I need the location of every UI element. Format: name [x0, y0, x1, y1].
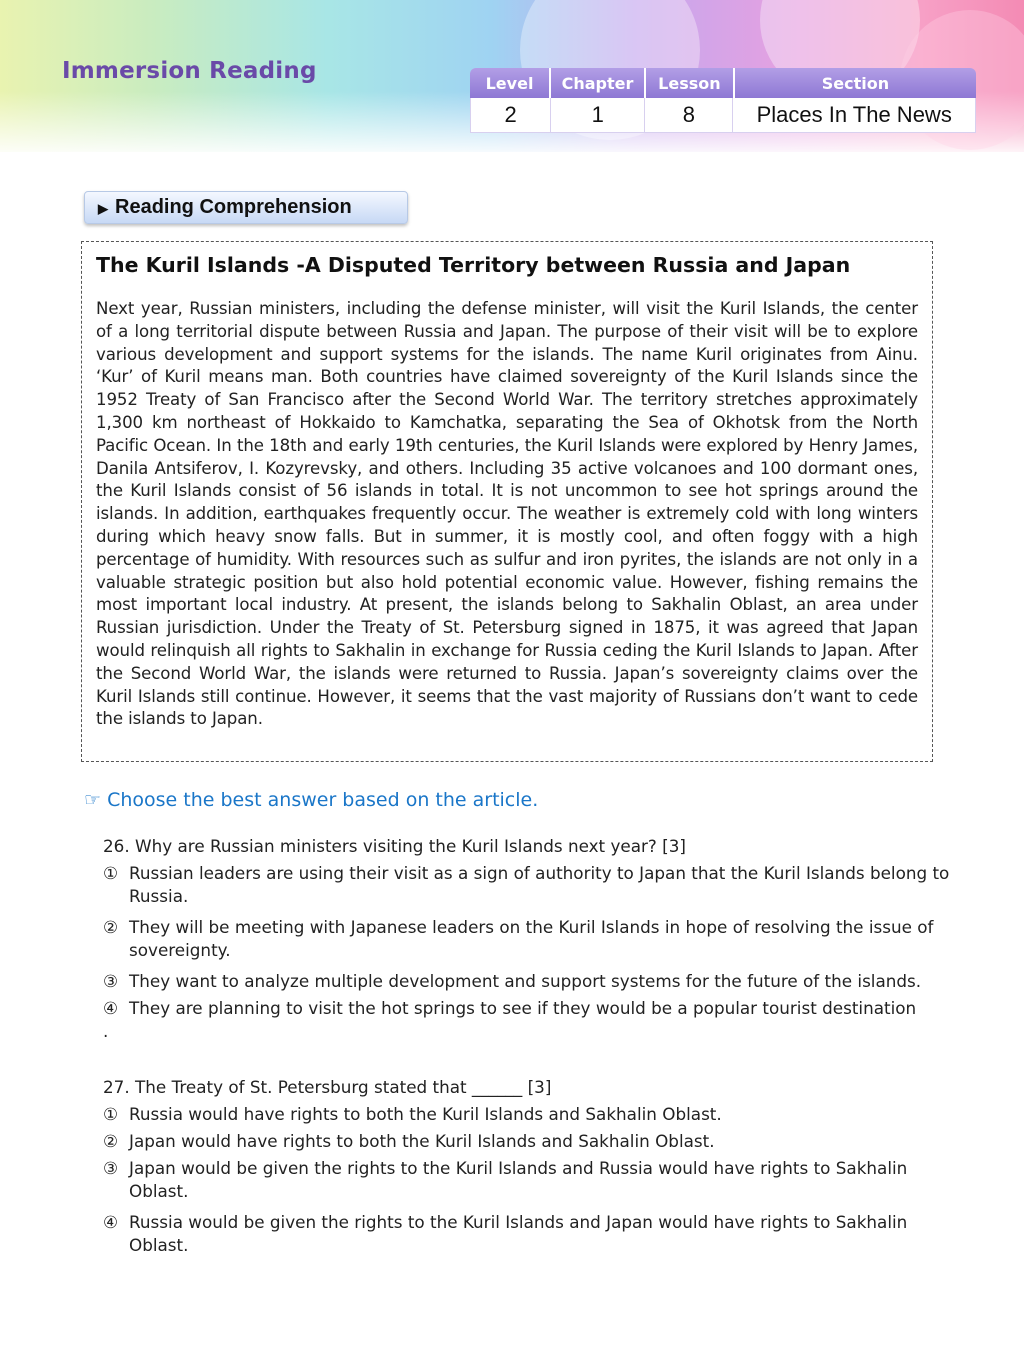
option-text: Russian leaders are using their visit as a sign of authority to Japan that the Kuril Islands belong to Russia. — [129, 863, 950, 906]
brand-title: Immersion Reading — [62, 58, 317, 84]
question-27 — [103, 1076, 953, 1257]
option-number: ① — [103, 1104, 119, 1124]
reading-comprehension-label: Reading Comprehension — [115, 196, 352, 218]
answer-option-2[interactable] — [103, 1130, 953, 1153]
option-text: They want to analyze multiple development and support systems for the future of the islands. — [129, 971, 922, 991]
trailing-period: . — [103, 1021, 109, 1041]
lesson-label: Lesson — [646, 68, 735, 98]
section-label: Section — [821, 73, 890, 93]
instruction-text: Choose the best answer based on the article. — [107, 789, 539, 811]
answer-option-4[interactable] — [103, 997, 953, 1020]
article-title: The Kuril Islands -A Disputed Territory between Russia and Japan — [96, 253, 851, 277]
option-text: Russia would have rights to both the Kuril Islands and Sakhalin Oblast. — [129, 1104, 722, 1124]
answer-option-3[interactable] — [103, 970, 953, 993]
option-number: ④ — [103, 1212, 119, 1232]
breadcrumb-value-row — [470, 98, 976, 133]
question-26 — [103, 835, 953, 1043]
instruction — [84, 789, 538, 811]
option-number: ③ — [103, 971, 119, 991]
answer-option-1[interactable] — [103, 1103, 953, 1126]
answer-option-2[interactable] — [103, 916, 953, 962]
option-number: ② — [103, 1131, 119, 1151]
lesson-breadcrumb — [470, 68, 976, 134]
option-text: Russia would be given the rights to the Kuril Islands and Japan would have rights to Sakhalin Oblast. — [129, 1212, 908, 1255]
option-text: Japan would be given the rights to the Kuril Islands and Russia would have rights to Sakhalin Oblast. — [129, 1158, 908, 1201]
option-text: They are planning to visit the hot springs to see if they would be a popular tourist destination — [129, 998, 917, 1018]
chapter-label: Chapter — [551, 68, 646, 98]
chapter-value: 1 — [551, 98, 645, 132]
breadcrumb-header-row — [470, 68, 976, 98]
lesson-value: 8 — [645, 98, 733, 132]
triangle-right-icon: ▶ — [98, 201, 108, 216]
option-number: ① — [103, 863, 119, 883]
reading-comprehension-tab[interactable] — [84, 191, 408, 224]
answer-option-4[interactable] — [103, 1211, 953, 1257]
option-number: ② — [103, 917, 119, 937]
pointing-hand-icon: ☞ — [84, 789, 102, 811]
option-number: ③ — [103, 1158, 119, 1178]
option-number: ④ — [103, 998, 119, 1018]
answer-option-1[interactable] — [103, 862, 953, 908]
level-label: Level — [470, 68, 551, 98]
option-text: They will be meeting with Japanese leaders on the Kuril Islands in hope of resolving the issue of sovereignty. — [129, 917, 934, 960]
level-value: 2 — [471, 98, 551, 132]
question-prompt: 27. The Treaty of St. Petersburg stated that ______ [3] — [103, 1077, 552, 1097]
header-banner — [0, 0, 1024, 152]
article-box — [81, 241, 933, 762]
option-text: Japan would have rights to both the Kuril Islands and Sakhalin Oblast. — [129, 1131, 715, 1151]
article-body: Next year, Russian ministers, including the defense minister, will visit the Kuril Islands, the center of a long territorial dispute between Russia and Japan. The purpose of their visit will be to explore various development and support systems for the islands. The name Kuril originates from Ainu. ‘Kur’ of Kuril means man. Both countries have claimed sovereignty of the Kuril Islands since the 1952 Treaty of San Francisco after the Second World War. The territory stretches approximately 1,300 km northeast of Hokkaido to Kamchatka, separating the Sea of Okhotsk from the North Pacific Ocean. In the 18th and early 19th centuries, the Kuril Islands were explored by Henry James, Danila Antsiferov, I. Kozyrevsky, and others. Including 35 active volcanoes and 100 dormant ones, the Kuril Islands consist of 56 islands in total. It is not uncommon to see hot springs around the islands. In addition, earthquakes frequently occur. The weather is extremely cold with long winters during which heavy snow falls. But in summer, it is mostly cool, and often foggy with a high percentage of humidity. With resources such as sulfur and iron pyrites, the islands are not only in a valuable strategic position but also hold potential economic value. However, fishing remains the most important local industry. At present, the islands belong to Sakhalin Oblast, an area under Russian jurisdiction. Under the Treaty of St. Petersburg signed in 1875, it was agreed that Japan would relinquish all rights to Sakhalin in exchange for Russia ceding the Kuril Islands to Japan. After the Second World War, the islands were returned to Russia. Japan’s sovereignty claims over the Kuril Islands still continue. However, it seems that the vast majority of Russians don’t want to cede the islands to Japan. — [96, 299, 918, 729]
answer-option-3[interactable] — [103, 1157, 953, 1203]
section-value: Places In The News — [756, 102, 952, 127]
question-prompt: 26. Why are Russian ministers visiting the Kuril Islands next year? [3] — [103, 836, 686, 856]
